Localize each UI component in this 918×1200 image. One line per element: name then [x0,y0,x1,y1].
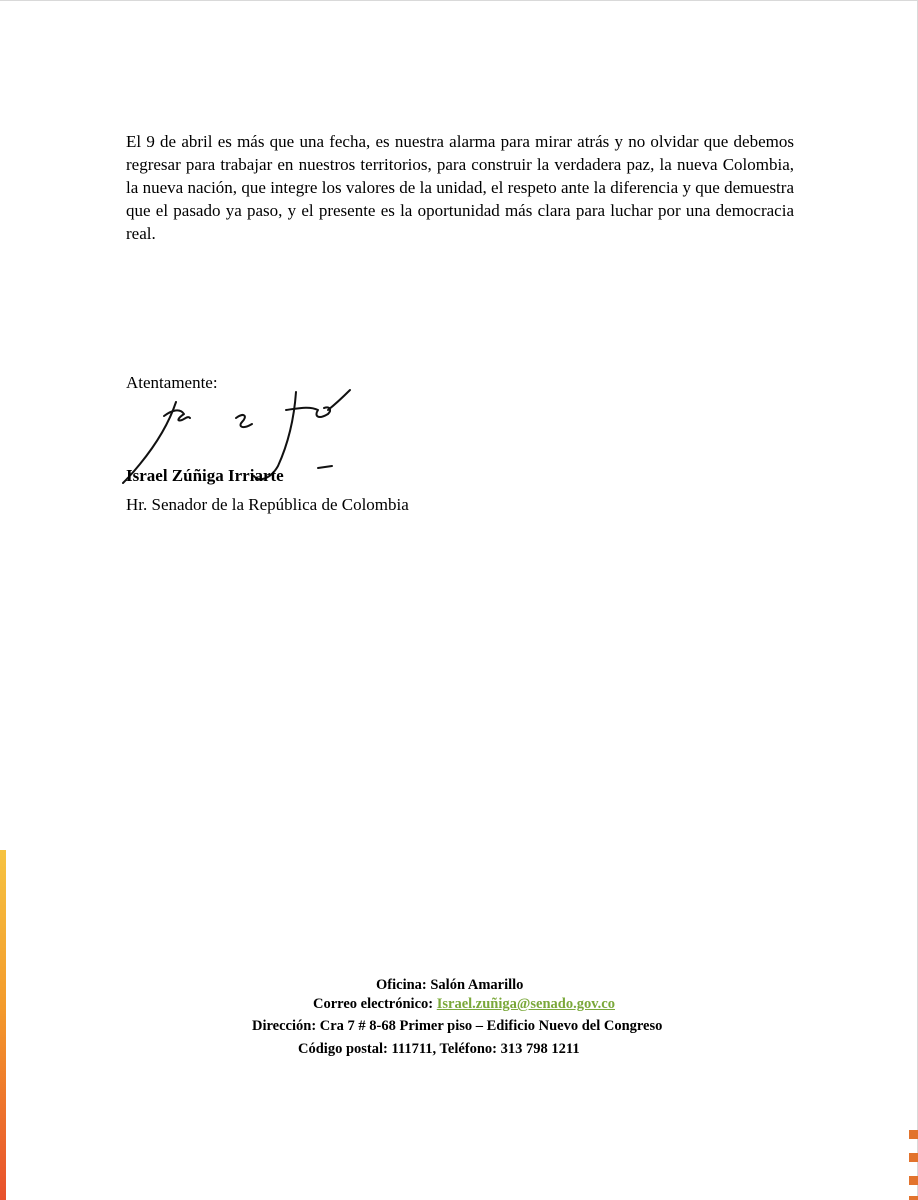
footer-office: Oficina: Salón Amarillo [376,977,524,993]
decorative-corner-block [909,1196,918,1200]
signer-name: Israel Zúñiga Irriarte [126,466,284,485]
footer-email-line [313,995,615,1013]
footer-email-label: Correo electrónico: [313,996,434,1012]
footer-email-link[interactable]: Israel.zuñiga@senado.gov.co [436,996,615,1012]
decorative-corner-block [909,1176,918,1185]
closing-salutation: Atentamente: [126,373,218,392]
signer-title: Hr. Senador de la República de Colombia [126,495,409,514]
decorative-corner-block [909,1130,918,1139]
page-border-top [0,0,918,1]
footer-postal-phone: Código postal: 111711, Teléfono: 313 798 1211 [298,1041,580,1057]
decorative-side-bar [0,850,6,1200]
decorative-corner-block [909,1153,918,1162]
letter-body-paragraph: El 9 de abril es más que una fecha, es nuestra alarma para mirar atrás y no olvidar que debemos regresar para trabajar en nuestros territorios, para construir la verdadera paz, la nueva Colombia, la nueva nación, que integre los valores de la unidad, el respeto ante la diferencia y que demuestra que el pasado ya paso, y el presente es la oportunidad más clara para luchar por una democracia real. [126,132,794,243]
footer-address: Dirección: Cra 7 # 8-68 Primer piso – Edificio Nuevo del Congreso [252,1018,663,1034]
